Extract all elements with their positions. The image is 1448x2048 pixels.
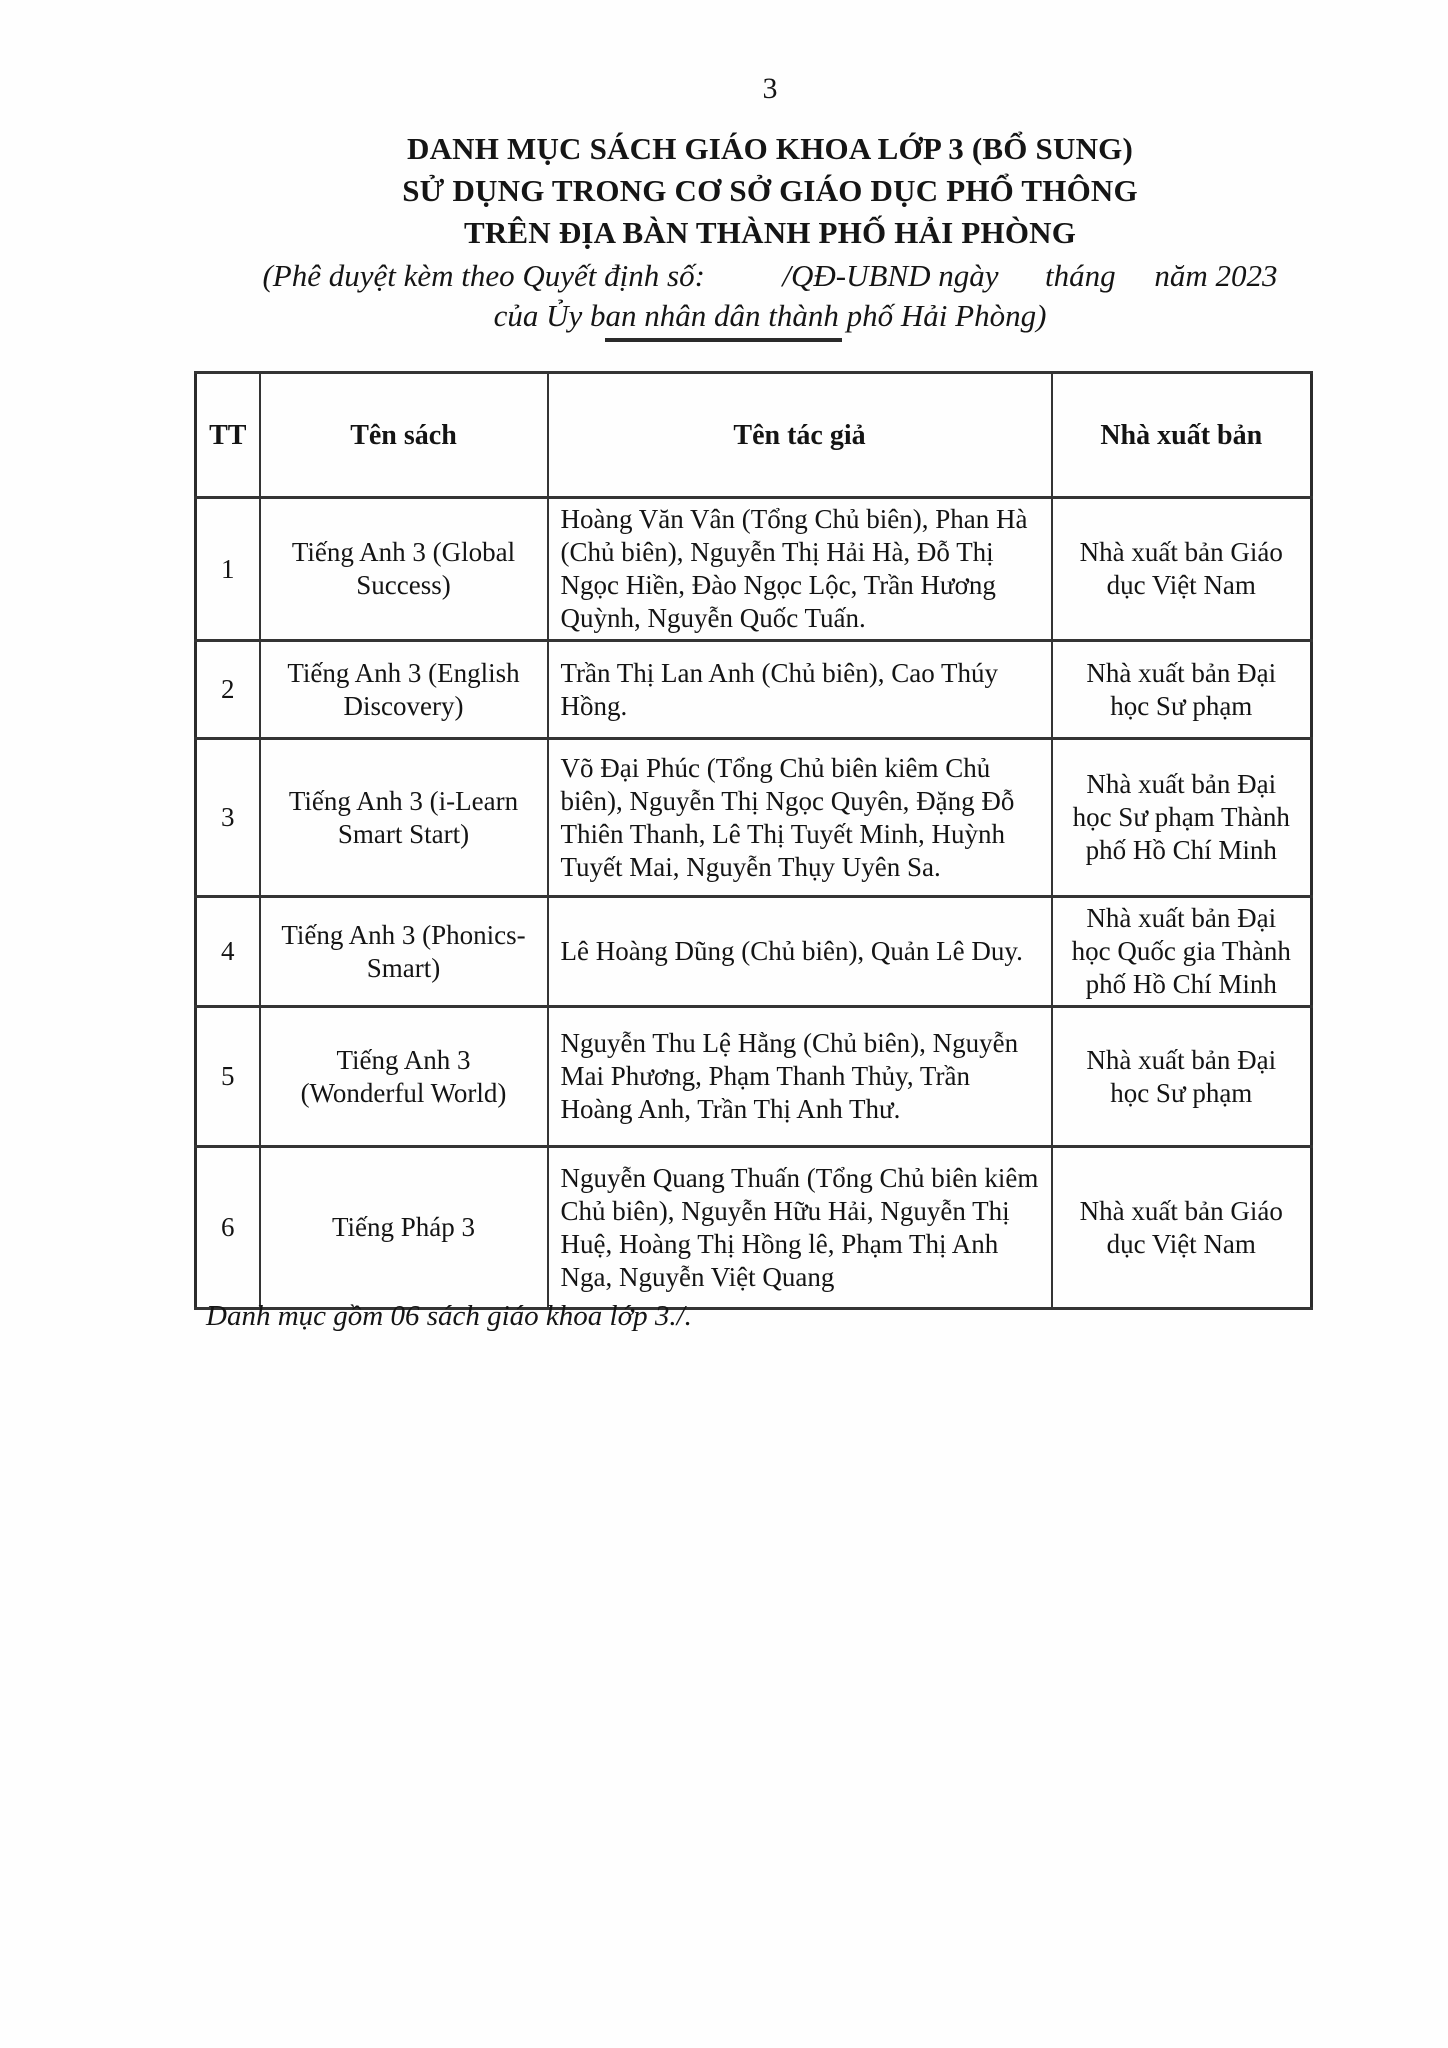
cell-authors: Trần Thị Lan Anh (Chủ biên), Cao Thúy Hồng. — [548, 641, 1052, 739]
table-row — [196, 1147, 1312, 1309]
header-cell-tt: TT — [196, 373, 260, 498]
title-line-2: SỬ DỤNG TRONG CƠ SỞ GIÁO DỤC PHỔ THÔNG — [402, 173, 1138, 208]
table-header — [196, 373, 1312, 498]
table-row — [196, 897, 1312, 1007]
title-line-1: DANH MỤC SÁCH GIÁO KHOA LỚP 3 (BỔ SUNG) — [406, 131, 1133, 166]
separator-rule — [605, 338, 842, 342]
cell-publisher: Nhà xuất bản Giáo dục Việt Nam — [1052, 1147, 1312, 1309]
cell-book-title: Tiếng Anh 3 (Phonics- Smart) — [260, 897, 548, 1007]
cell-book-title: Tiếng Anh 3 (Wonderful World) — [260, 1007, 548, 1147]
cell-publisher: Nhà xuất bản Đại học Sư phạm — [1052, 641, 1312, 739]
table-header-row — [196, 373, 1312, 498]
cell-publisher: Nhà xuất bản Giáo dục Việt Nam — [1052, 498, 1312, 641]
page-number: 3 — [762, 72, 778, 105]
table-body — [196, 498, 1312, 1309]
cell-authors: Lê Hoàng Dũng (Chủ biên), Quản Lê Duy. — [548, 897, 1052, 1007]
cell-book-title: Tiếng Pháp 3 — [260, 1147, 548, 1309]
cell-book-title: Tiếng Anh 3 (English Discovery) — [260, 641, 548, 739]
cell-authors: Nguyễn Quang Thuấn (Tổng Chủ biên kiêm Chủ biên), Nguyễn Hữu Hải, Nguyễn Thị Huệ, Hoàng Thị Hồng lê, Phạm Thị Anh Nga, Nguyễn Việt Quang — [548, 1147, 1052, 1309]
title-line-3: TRÊN ĐỊA BÀN THÀNH PHỐ HẢI PHÒNG — [463, 215, 1077, 250]
header-cell-tac-gia: Tên tác giả — [548, 373, 1052, 498]
cell-stt: 2 — [196, 641, 260, 739]
cell-stt: 3 — [196, 739, 260, 897]
cell-stt: 1 — [196, 498, 260, 641]
cell-publisher: Nhà xuất bản Đại học Sư phạm — [1052, 1007, 1312, 1147]
cell-stt: 4 — [196, 897, 260, 1007]
cell-book-title: Tiếng Anh 3 (i-Learn Smart Start) — [260, 739, 548, 897]
document-title — [92, 128, 1448, 254]
textbook-table — [194, 371, 1313, 1310]
approval-note-line-2: của Ủy ban nhân dân thành phố Hải Phòng) — [493, 298, 1047, 333]
cell-book-title: Tiếng Anh 3 (Global Success) — [260, 498, 548, 641]
approval-note — [92, 256, 1448, 336]
cell-publisher: Nhà xuất bản Đại học Quốc gia Thành phố Hồ Chí Minh — [1052, 897, 1312, 1007]
cell-publisher: Nhà xuất bản Đại học Sư phạm Thành phố Hồ Chí Minh — [1052, 739, 1312, 897]
table-row — [196, 1007, 1312, 1147]
table-row — [196, 498, 1312, 641]
table-row — [196, 739, 1312, 897]
cell-stt: 5 — [196, 1007, 260, 1147]
footer-note: Danh mục gồm 06 sách giáo khoa lớp 3./. — [206, 1300, 692, 1332]
approval-note-line-1: (Phê duyệt kèm theo Quyết định số: /QĐ-UBND ngày tháng năm 2023 — [262, 258, 1278, 293]
cell-authors: Võ Đại Phúc (Tổng Chủ biên kiêm Chủ biên), Nguyễn Thị Ngọc Quyên, Đặng Đỗ Thiên Thanh, Lê Thị Tuyết Minh, Huỳnh Tuyết Mai, Nguyễn Thụy Uyên Sa. — [548, 739, 1052, 897]
header-cell-ten-sach: Tên sách — [260, 373, 548, 498]
header-cell-nxb: Nhà xuất bản — [1052, 373, 1312, 498]
table-row — [196, 641, 1312, 739]
cell-stt: 6 — [196, 1147, 260, 1309]
cell-authors: Hoàng Văn Vân (Tổng Chủ biên), Phan Hà (Chủ biên), Nguyễn Thị Hải Hà, Đỗ Thị Ngọc Hiền, Đào Ngọc Lộc, Trần Hương Quỳnh, Nguyễn Quốc Tuấn. — [548, 498, 1052, 641]
cell-authors: Nguyễn Thu Lệ Hằng (Chủ biên), Nguyễn Mai Phương, Phạm Thanh Thủy, Trần Hoàng Anh, Trần Thị Anh Thư. — [548, 1007, 1052, 1147]
